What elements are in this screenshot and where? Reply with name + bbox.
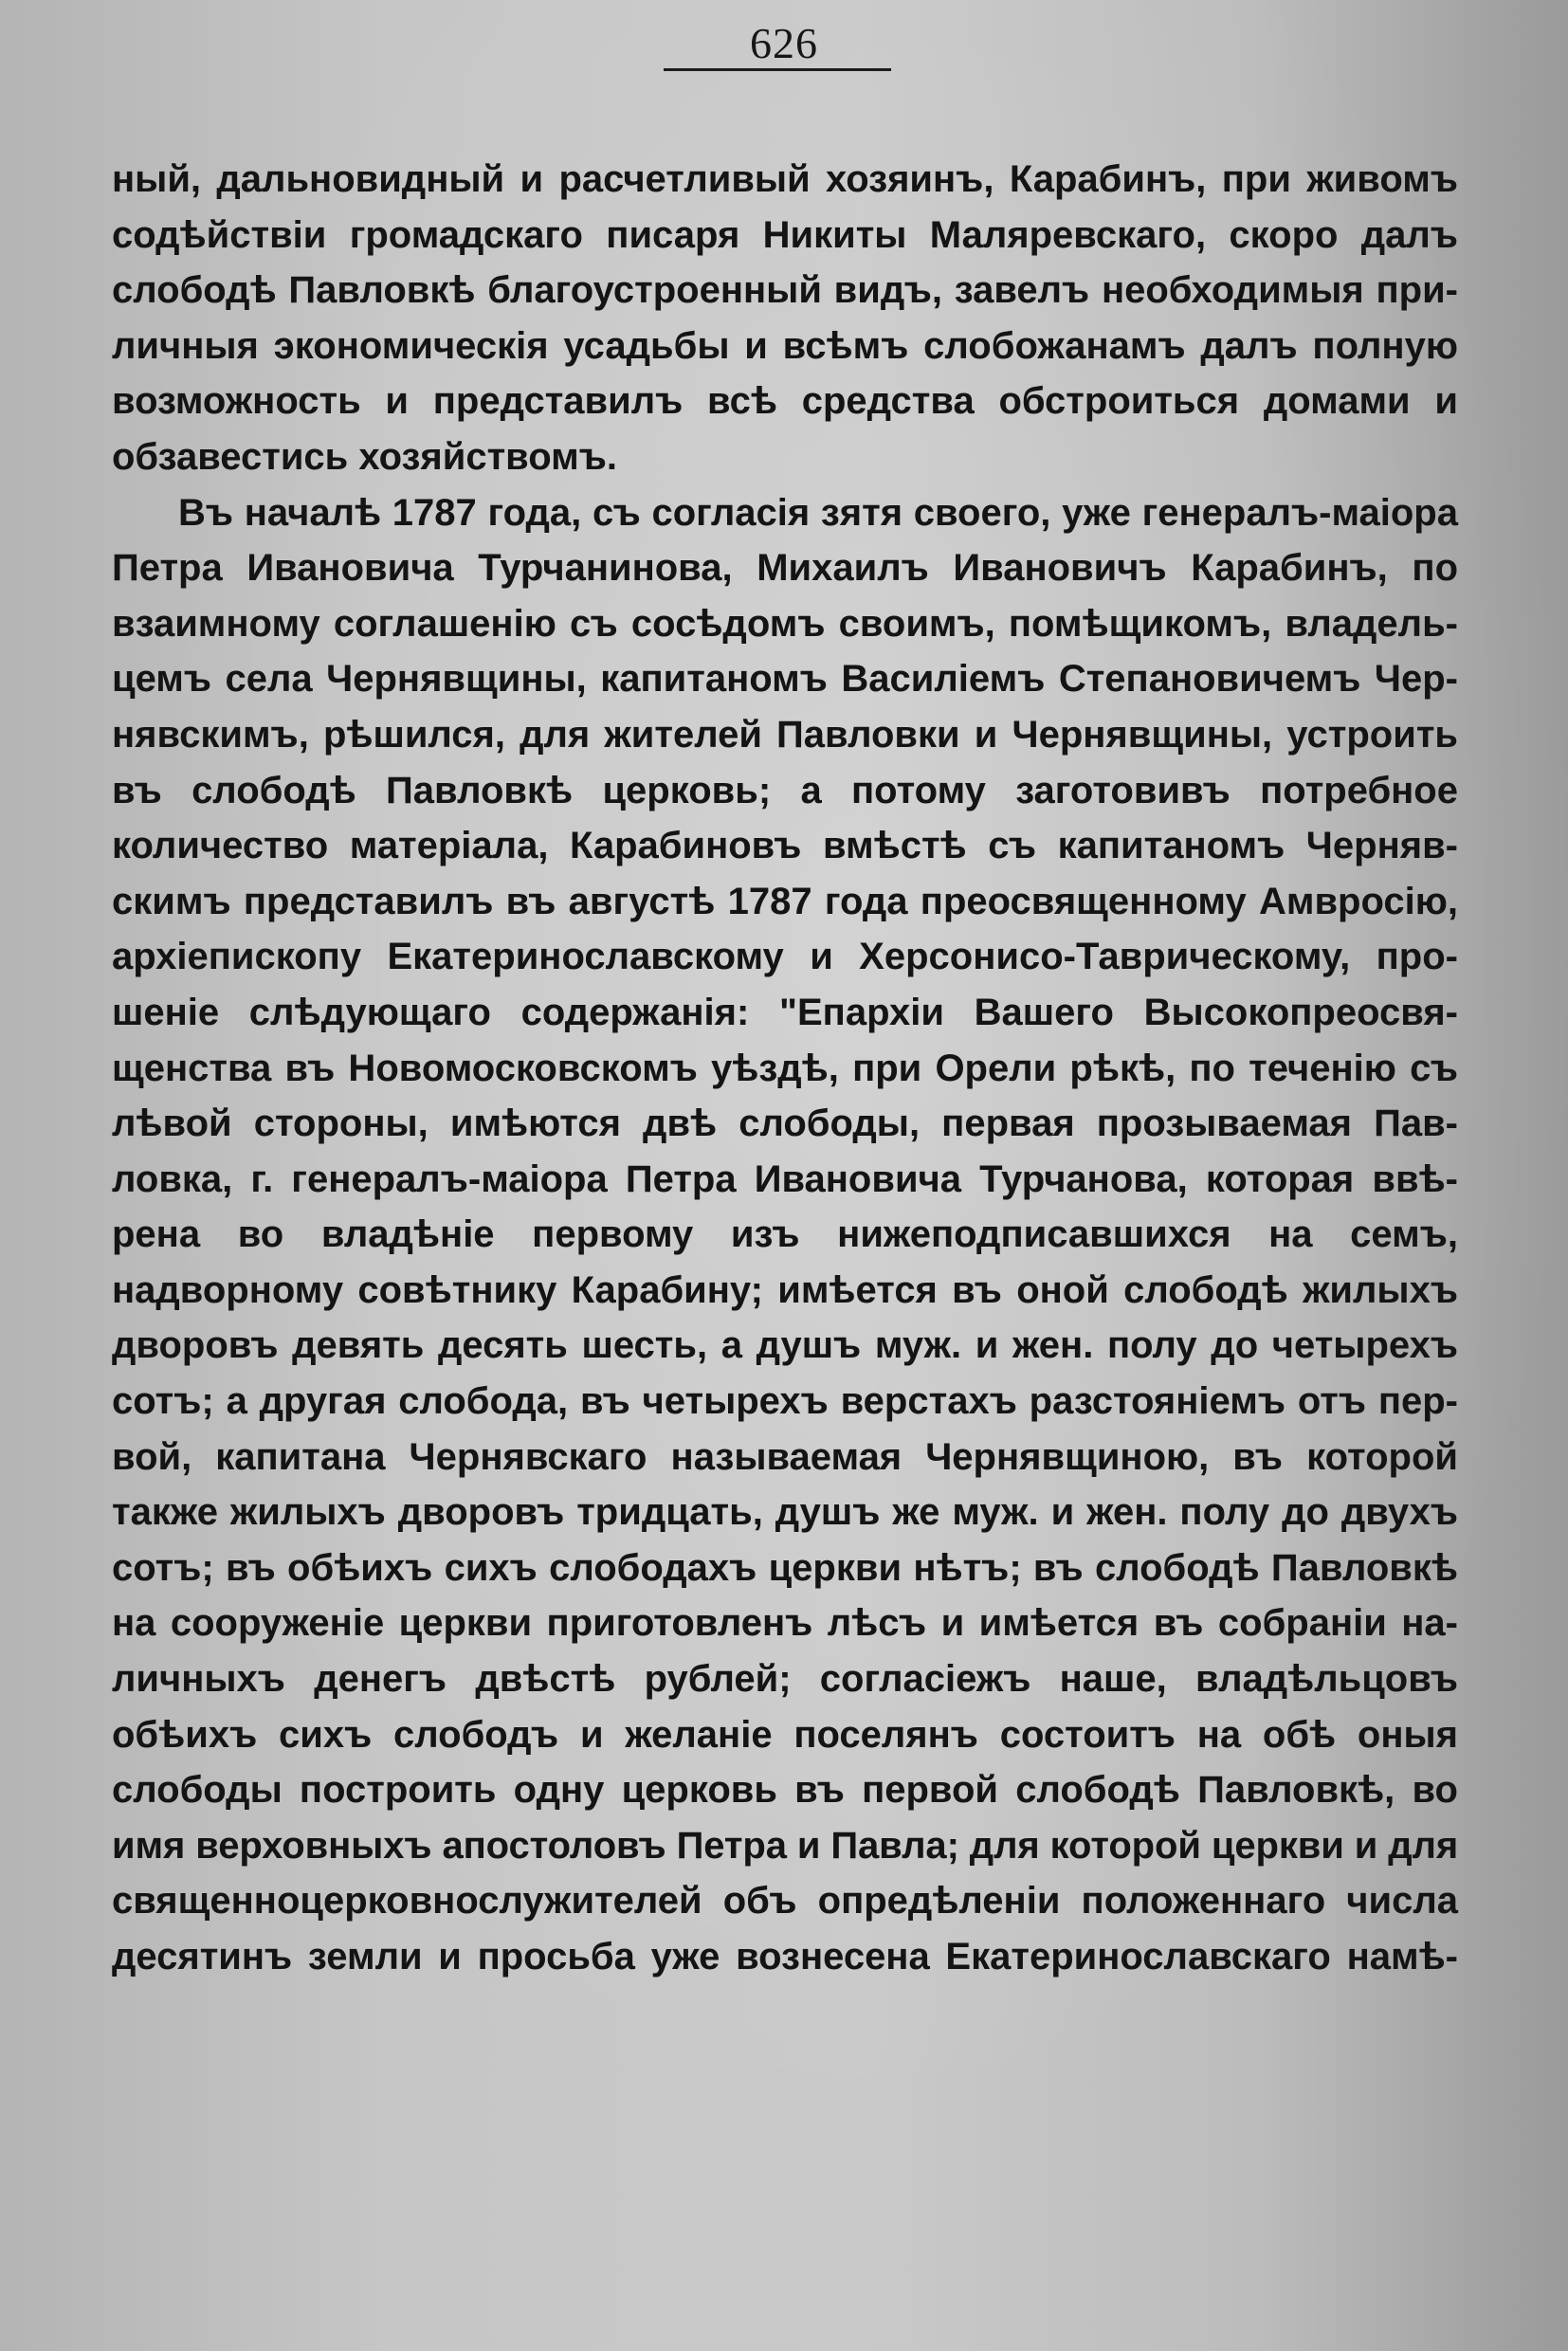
text-line: нявскимъ, рѣшился, для жителей Павловки и Чернявщины, устроить (112, 713, 1458, 756)
text-line: рена во владѣніе первому изъ нижеподписавшихся на семъ, (112, 1213, 1458, 1256)
text-line: священноцерковнослужителей объ опредѣленіи положеннаго числа (112, 1880, 1458, 1923)
text-line: скимъ представилъ въ августѣ 1787 года преосвященному Амвросію, (112, 880, 1458, 922)
text-line: архіепископу Екатеринославскому и Херсонисо-Таврическому, про- (112, 936, 1458, 978)
text-line: дворовъ девять десять шесть, а душъ муж. и жен. полу до четырехъ (112, 1324, 1458, 1367)
text-line: десятинъ земли и просьба уже вознесена Екатеринославскаго намѣ- (112, 1936, 1458, 1977)
text-line: слободы построить одну церковь въ первой слободѣ Павловкѣ, во (112, 1769, 1458, 1812)
text-line: взаимному соглашенію съ сосѣдомъ своимъ, помѣщикомъ, владель- (112, 602, 1458, 645)
text-line: также жилыхъ дворовъ тридцать, душъ же муж. и жен. полу до двухъ (112, 1491, 1458, 1534)
text-line: сотъ; а другая слобода, въ четырехъ верстахъ разстояніемъ отъ пер- (112, 1380, 1458, 1423)
text-line: слободѣ Павловкѣ благоустроенный видъ, завелъ необходимыя при- (112, 269, 1458, 312)
text-line: ловка, г. генералъ-маіора Петра Ивановича Турчанова, которая ввѣ- (112, 1157, 1458, 1200)
text-line: личныя экономическія усадьбы и всѣмъ слобожанамъ далъ полную (112, 324, 1458, 367)
text-line: Петра Ивановича Турчанинова, Михаилъ Ивановичъ Карабинъ, по (112, 547, 1458, 590)
text-line: Въ началѣ 1787 года, съ согласія зятя своего, уже генералъ-маіора (178, 491, 1458, 534)
text-line: личныхъ денегъ двѣстѣ рублей; согласіежъ наше, владѣльцовъ (112, 1658, 1458, 1701)
text-line: на сооруженіе церкви приготовленъ лѣсъ и имѣется въ собраніи на- (112, 1602, 1458, 1645)
text-line: ный, дальновидный и расчетливый хозяинъ, Карабинъ, при живомъ (112, 158, 1458, 200)
text-line: цемъ села Чернявщины, капитаномъ Василіемъ Степановичемъ Чер- (112, 658, 1458, 701)
text-line: обзавестись хозяйствомъ. (112, 435, 618, 478)
text-line: щенства въ Новомосковскомъ уѣздѣ, при Орели рѣкѣ, по теченію съ (112, 1047, 1458, 1089)
page-number-rule (664, 68, 891, 71)
text-line: шеніе слѣдующаго содержанія: "Епархіи Вашего Высокопреосвя- (112, 991, 1458, 1033)
text-line: имя верховныхъ апостоловъ Петра и Павла; для которой церкви и для (112, 1824, 1459, 1867)
page-number: 626 (750, 19, 818, 67)
text-line: количество матеріала, Карабиновъ вмѣстѣ съ капитаномъ Черняв- (112, 825, 1458, 867)
text-line: лѣвой стороны, имѣются двѣ слободы, первая прозываемая Пав- (112, 1103, 1458, 1145)
text-line: возможность и представилъ всѣ средства обстроиться домами и (112, 380, 1458, 423)
text-line: надворному совѣтнику Карабину; имѣется въ оной слободѣ жилыхъ (112, 1268, 1458, 1311)
text-line: сотъ; въ обѣихъ сихъ слободахъ церкви нѣтъ; въ слободѣ Павловкѣ (112, 1546, 1458, 1589)
body-text (112, 152, 1458, 1985)
text-line: вой, капитана Чернявскаго называемая Чернявщиною, въ которой (112, 1435, 1458, 1478)
text-line: въ слободѣ Павловкѣ церковь; а потому заготовивъ потребное (112, 769, 1458, 811)
text-line: обѣихъ сихъ слободъ и желаніе поселянъ состоитъ на обѣ оныя (112, 1713, 1458, 1756)
text-line: содѣйствіи громадскаго писаря Никиты Маляревскаго, скоро далъ (112, 213, 1458, 256)
